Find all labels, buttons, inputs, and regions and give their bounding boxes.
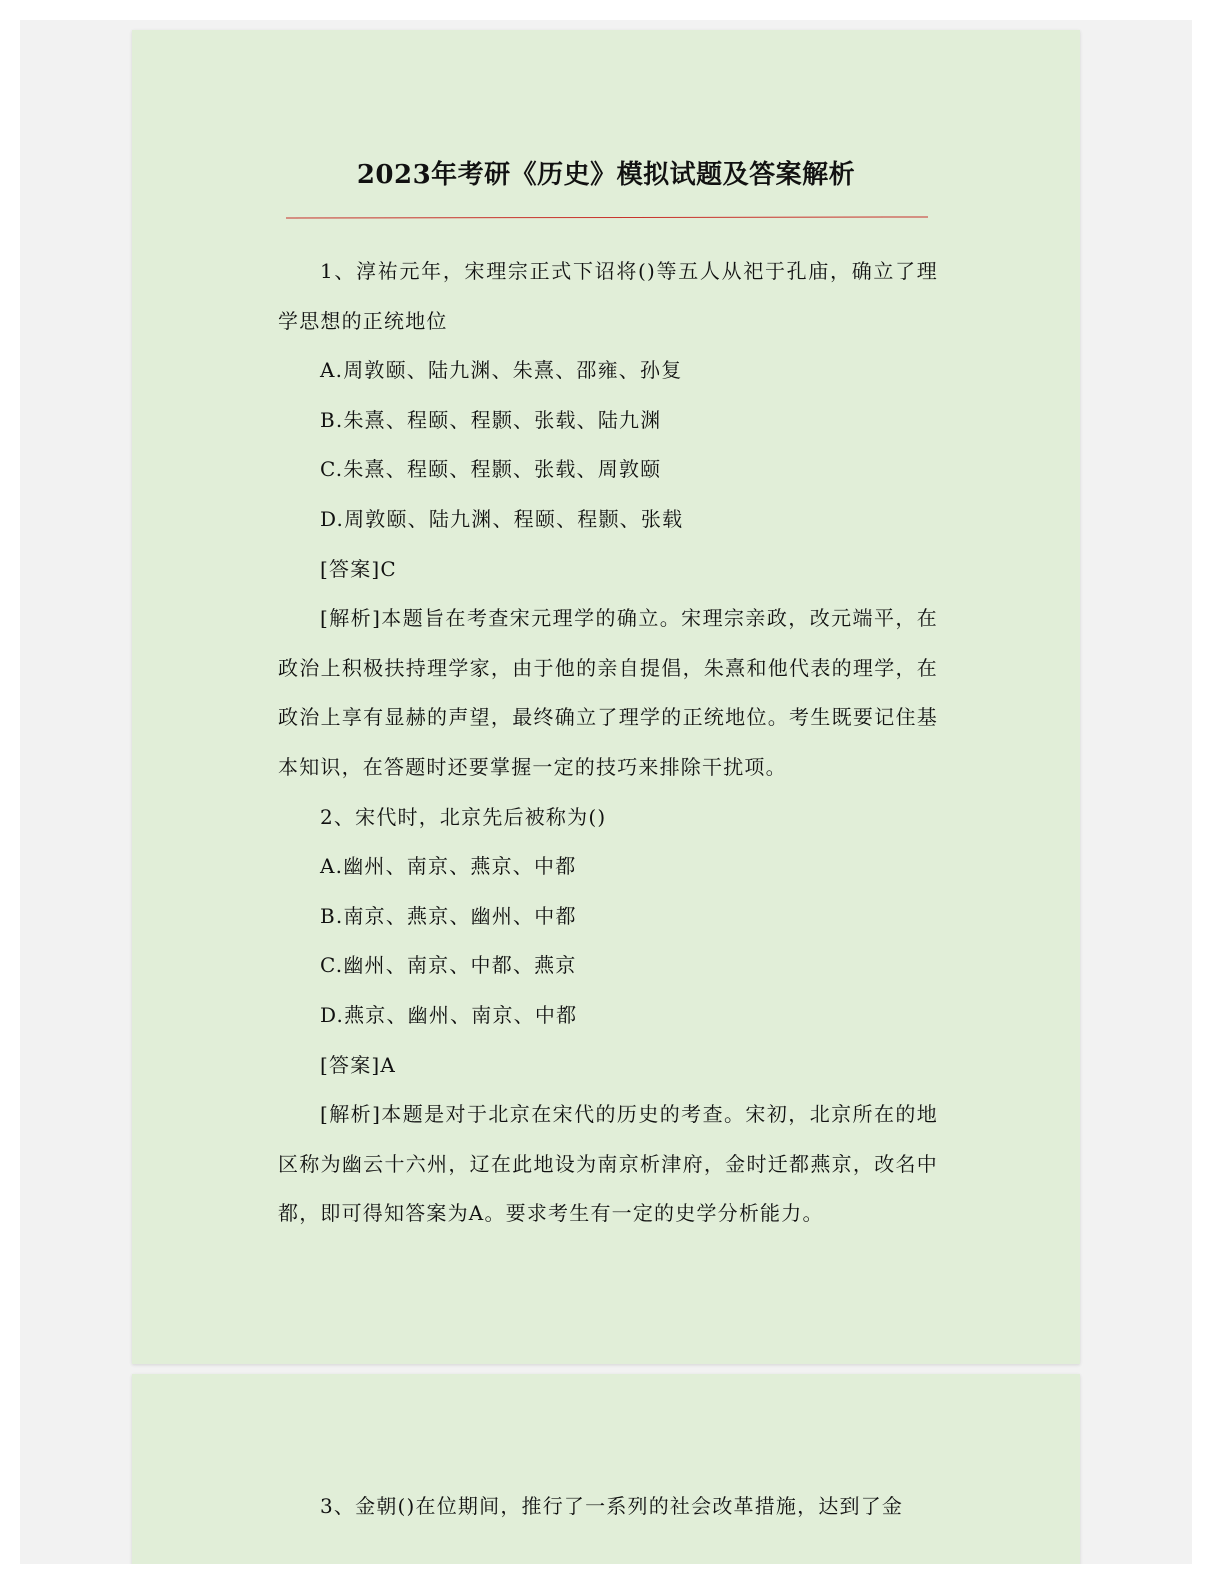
question-1-explanation: [解析]本题旨在考查宋元理学的确立。宋理宗亲政，改元端平，在政治上积极扶持理学家，由于他的亲自提倡，朱熹和他代表的理学，在政治上享有显赫的声望，最终确立了理学的正统地位。考生既要记住基本知识，在答题时还要掌握一定的技巧来排除干扰项。 [278,606,938,779]
title-divider [286,216,928,218]
question-3-stem: 3、金朝()在位期间，推行了一系列的社会改革措施，达到了金 [320,1494,904,1518]
question-1-option-b: B.朱熹、程颐、程颢、张载、陆九渊 [320,407,662,432]
question-2-option-c: C.幽州、南京、中都、燕京 [320,953,577,978]
page-2-content [278,1482,938,1532]
document-page-1 [132,30,1080,1364]
question-2-option-b: B.南京、燕京、幽州、中都 [320,903,577,928]
question-2-stem: 2、宋代时，北京先后被称为() [320,804,607,829]
question-1-option-a: A.周敦颐、陆九渊、朱熹、邵雍、孙复 [320,358,683,383]
question-2-option-a: A.幽州、南京、燕京、中都 [320,854,577,879]
page-1-content [278,247,938,1239]
question-1-option-d: D.周敦颐、陆九渊、程颐、程颢、张载 [320,506,684,531]
question-2-answer: [答案]A [320,1052,397,1077]
document-title: 2023年考研《历史》模拟试题及答案解析 [356,160,856,190]
document-viewer[interactable] [20,20,1192,1564]
question-1-answer: [答案]C [320,556,397,581]
question-2-option-d: D.燕京、幽州、南京、中都 [320,1002,578,1027]
document-page-2 [132,1374,1080,1564]
question-2-explanation: [解析]本题是对于北京在宋代的历史的考查。宋初，北京所在的地区称为幽云十六州，辽在此地设为南京析津府，金时迁都燕京，改名中都，即可得知答案为A。要求考生有一定的史学分析能力。 [278,1102,938,1226]
question-1-option-c: C.朱熹、程颐、程颢、张载、周敦颐 [320,457,662,482]
question-1-stem: 1、淳祐元年，宋理宗正式下诏将()等五人从祀于孔庙，确立了理学思想的正统地位 [278,259,938,333]
